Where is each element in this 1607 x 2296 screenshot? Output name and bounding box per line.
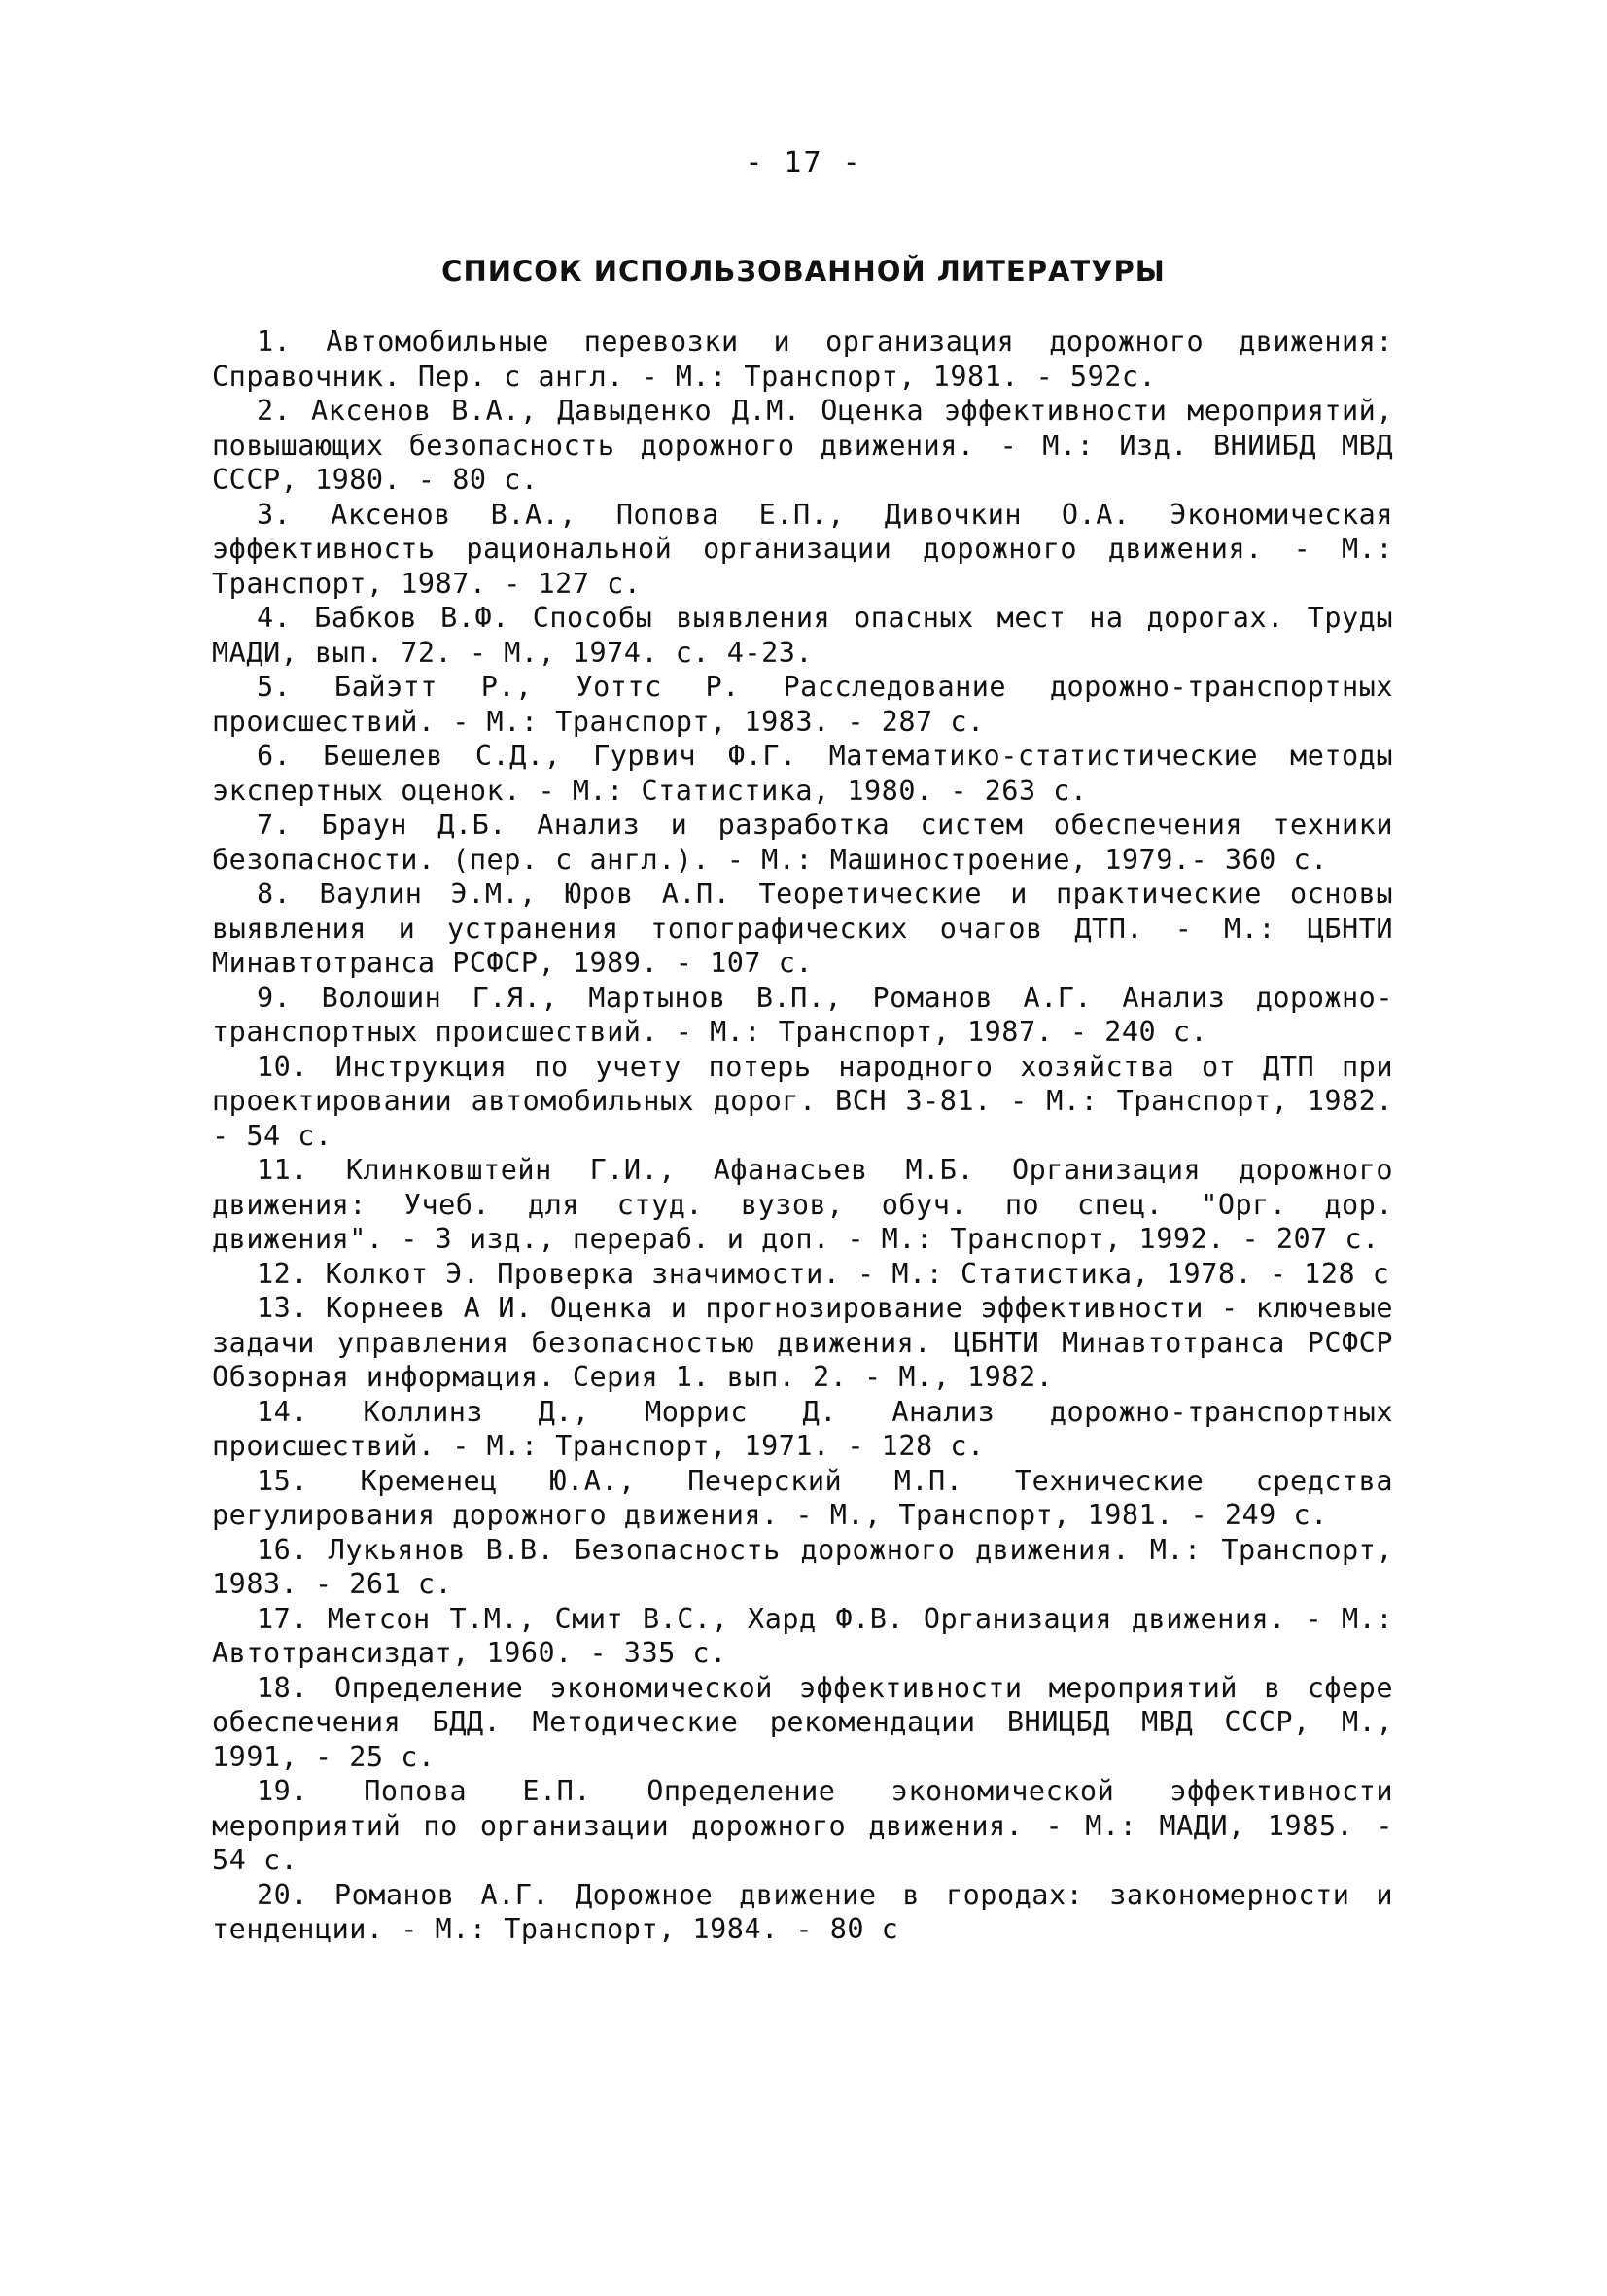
reference-item-15: 15. Кременец Ю.А., Печерский М.П. Технические средства регулирования дорожного движения. - М., Транспорт, 1981. - 249 с.	[212, 1464, 1393, 1531]
reference-list	[212, 325, 1393, 1947]
reference-item-6: 6. Бешелев С.Д., Гурвич Ф.Г. Математико-статистические методы экспертных оценок. - М.: Статистика, 1980. - 263 с.	[212, 740, 1393, 807]
reference-item-3: 3. Аксенов В.А., Попова Е.П., Дивочкин О.А. Экономическая эффективность рациональной организации дорожного движения. - М.: Транспорт, 1987. - 127 с.	[212, 498, 1393, 600]
reference-item-17: 17. Метсон Т.М., Смит В.С., Хард Ф.В. Организация движения. - М.: Автотрансиздат, 1960. - 335 с.	[212, 1602, 1393, 1669]
reference-item-5: 5. Байэтт Р., Уоттс Р. Расследование дорожно-транспортных происшествий. - М.: Транспорт, 1983. - 287 с.	[212, 671, 1393, 738]
reference-item-8: 8. Ваулин Э.М., Юров А.П. Теоретические и практические основы выявления и устранения топографических очагов ДТП. - М.: ЦБНТИ Минавтотранса РСФСР, 1989. - 107 с.	[212, 878, 1393, 979]
reference-item-20: 20. Романов А.Г. Дорожное движение в городах: закономерности и тенденции. - М.: Транспорт, 1984. - 80 с	[212, 1878, 1393, 1945]
reference-item-19: 19. Попова Е.П. Определение экономической эффективности мероприятий по организации дорожного движения. - М.: МАДИ, 1985. - 54 с.	[212, 1775, 1393, 1876]
reference-item-9: 9. Волошин Г.Я., Мартынов В.П., Романов А.Г. Анализ дорожно-транспортных происшествий. - М.: Транспорт, 1987. - 240 с.	[212, 981, 1393, 1048]
reference-item-16: 16. Лукьянов В.В. Безопасность дорожного движения. М.: Транспорт, 1983. - 261 с.	[212, 1533, 1393, 1600]
reference-item-2: 2. Аксенов В.А., Давыденко Д.М. Оценка эффективности мероприятий, повышающих безопасность дорожного движения. - М.: Изд. ВНИИБД МВД СССР, 1980. - 80 с.	[212, 395, 1393, 496]
reference-item-4: 4. Бабков В.Ф. Способы выявления опасных мест на дорогах. Труды МАДИ, вып. 72. - М., 1974. с. 4-23.	[212, 602, 1393, 669]
reference-item-10: 10. Инструкция по учету потерь народного хозяйства от ДТП при проектировании автомобильных дорог. ВСН 3-81. - М.: Транспорт, 1982. - 54 с.	[212, 1050, 1393, 1152]
reference-item-18: 18. Определение экономической эффективности мероприятий в сфере обеспечения БДД. Методические рекомендации ВНИЦБД МВД СССР, М., 1991, - 25 с.	[212, 1671, 1393, 1773]
reference-item-12: 12. Колкот Э. Проверка значимости. - М.: Статистика, 1978. - 128 с	[257, 1257, 1390, 1290]
reference-item-11: 11. Клинковштейн Г.И., Афанасьев М.Б. Организация дорожного движения: Учеб. для студ. вузов, обуч. по спец. "Орг. дор. движения". - 3 изд., перераб. и доп. - М.: Транспорт, 1992. - 207 с.	[212, 1154, 1393, 1255]
reference-item-14: 14. Коллинз Д., Моррис Д. Анализ дорожно-транспортных происшествий. - М.: Транспорт, 1971. - 128 с.	[212, 1395, 1393, 1462]
page-number: - 17 -	[745, 146, 862, 180]
reference-item-13: 13. Корнеев А И. Оценка и прогнозирование эффективности - ключевые задачи управления безопасностью движения. ЦБНТИ Минавтотранса РСФСР Обзорная информация. Серия 1. вып. 2. - М., 1982.	[212, 1292, 1393, 1393]
reference-item-7: 7. Браун Д.Б. Анализ и разработка систем обеспечения техники безопасности. (пер. с англ.). - М.: Машиностроение, 1979.- 360 с.	[212, 809, 1393, 876]
reference-item-1: 1. Автомобильные перевозки и организация дорожного движения: Справочник. Пер. с англ. - М.: Транспорт, 1981. - 592с.	[212, 326, 1393, 393]
page-title: СПИСОК ИСПОЛЬЗОВАННОЙ ЛИТЕРАТУРЫ	[441, 255, 1166, 288]
